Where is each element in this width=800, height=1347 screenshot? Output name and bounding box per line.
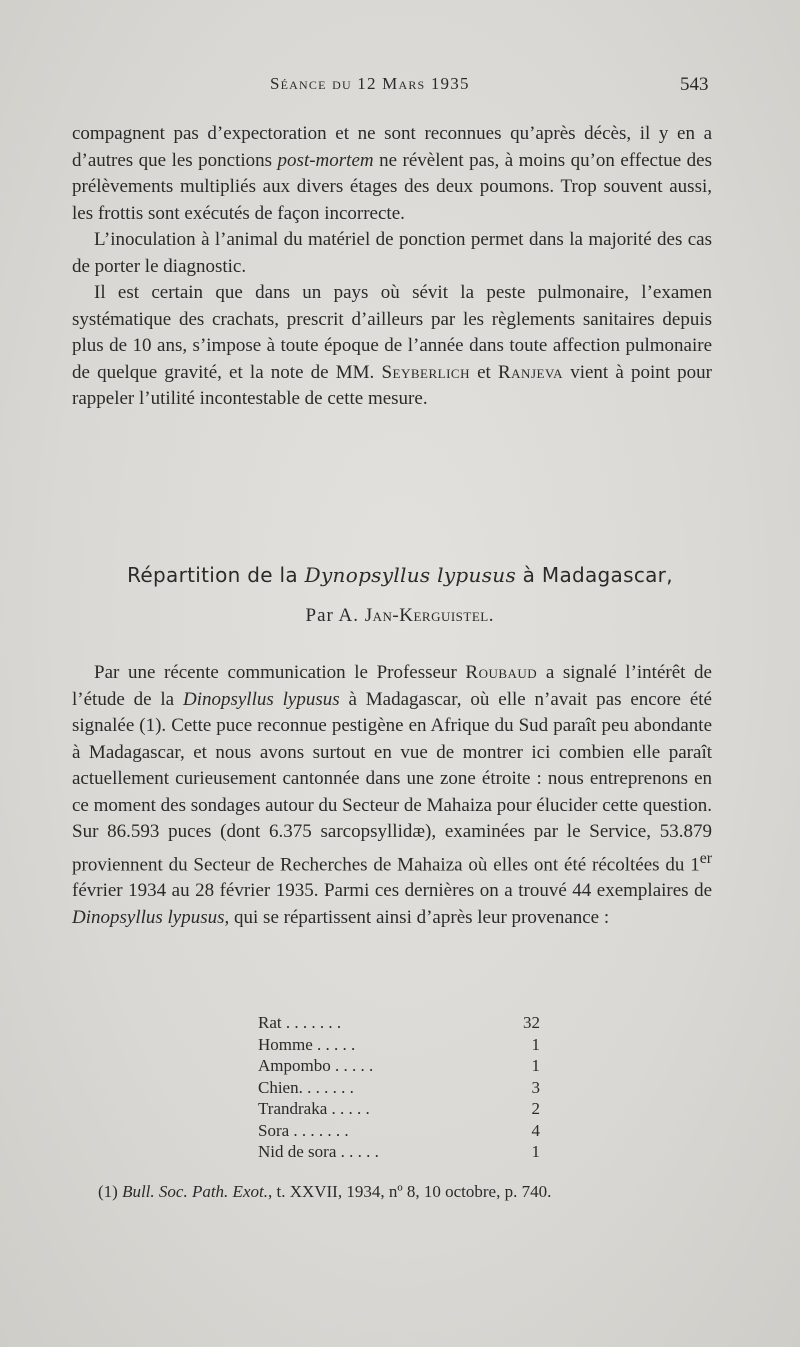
author-name: Roubaud (465, 662, 538, 683)
running-title: Séance du 12 Mars 1935 (270, 74, 470, 93)
article-body (72, 660, 712, 931)
table-cell-origin: Sora . . . . . . . (258, 1120, 349, 1140)
table-cell-count: 32 (523, 1013, 540, 1032)
table-row (256, 1012, 546, 1034)
table-row (256, 1120, 546, 1142)
table-row (256, 1055, 546, 1077)
table-cell-origin: Nid de sora . . . . . (258, 1142, 379, 1161)
author-name: Ranjeva (498, 361, 564, 383)
table-cell-origin: Homme . . . . . (258, 1034, 356, 1054)
table-cell-origin: Rat . . . . . . . (258, 1013, 342, 1032)
page-number: 543 (680, 74, 709, 95)
paragraph-continuation-2: L’inoculation à l’animal du matériel de ponction permet dans la majorité des cas de porter le diagnostic. (72, 229, 712, 277)
paragraph-continuation-1: compagnent pas d’expectoration et ne sont reconnues qu’après décès, il y en a d’autres que les ponctions post-mortem ne révèlent pas, à moins qu’on effectue des prélèvements multipliés aux divers étages des deux poumons. Trop souvent aussi, les frottis sont exécutés de façon incorrecte. (72, 123, 712, 224)
table-row (256, 1141, 546, 1163)
table-cell-count: 2 (531, 1099, 540, 1118)
superscript: er (699, 849, 712, 867)
species-name: Dynopsyllus lypusus (304, 563, 517, 587)
running-head (0, 74, 800, 98)
table-cell-count: 1 (531, 1142, 540, 1161)
table-cell-count: 4 (531, 1120, 540, 1140)
continuation-text (72, 121, 712, 413)
table-cell-origin: Chien. . . . . . . (258, 1077, 354, 1097)
table-row (256, 1098, 546, 1120)
paragraph-continuation-3: Il est certain que dans un pays où sévit la peste pulmonaire, l’examen systématique des crachats, prescrit d’ailleurs par les règlements sanitaires depuis plus de 10 ans, s’impose à toute époque de l’année dans toute affection pulmonaire de quelque gravité, et la note de MM. Seyberlich et Ranjeva vient à point pour rappeler l’utilité incontestable de cette mesure. (72, 282, 713, 409)
table-row (256, 1077, 546, 1099)
journal-title: Bull. Soc. Path. Exot. (122, 1182, 268, 1201)
author-name: Jan-Kerguistel (364, 605, 489, 626)
table-cell-origin: Ampombo . . . . . (258, 1056, 374, 1075)
article-title: Répartition de la Dynopsyllus lypusus à Madagascar, (127, 563, 673, 587)
italic-term: post-mortem (277, 149, 374, 171)
table-cell-count: 3 (531, 1077, 540, 1097)
species-name: Dinopsyllus lypusus (72, 906, 225, 928)
footnote: (1) Bull. Soc. Path. Exot., t. XXVII, 1934, nº 8, 10 octobre, p. 740. (98, 1182, 552, 1201)
author-name: Seyberlich (381, 361, 470, 383)
table-cell-count: 1 (531, 1034, 540, 1054)
body-paragraph: Par une récente communication le Professeur Roubaud a signalé l’intérêt de l’étude de la Dinopsyllus lypusus à Madagascar, où elle n’avait pas encore été signalée (1). Cette puce reconnue pestigène en Afrique du Sud paraît peu abondante à Madagascar, et nous avons surtout en vue de montrer ici combien elle paraît actuellement curieusement cantonnée dans une zone étroite : nous entreprenons en ce moment des sondages autour du Secteur de Mahaiza pour élucider cette question. Sur 86.593 puces (dont 6.375 sarcopsyllidæ), examinées par le Service, 53.879 proviennent du Secteur de Recherches de Mahaiza où elles ont été récoltées du 1er février 1934 au 28 février 1935. Parmi ces dernières on a trouvé 44 exemplaires de Dinopsyllus lypusus, qui se répartissent ainsi d’après leur provenance : (72, 662, 712, 928)
table-row (256, 1034, 546, 1056)
provenance-table (256, 1012, 546, 1163)
species-name: Dinopsyllus lypusus (182, 688, 340, 710)
table-cell-count: 1 (531, 1056, 540, 1075)
article-byline: Par A. Jan-Kerguistel. (305, 605, 495, 626)
table-cell-origin: Trandraka . . . . . (258, 1099, 370, 1118)
